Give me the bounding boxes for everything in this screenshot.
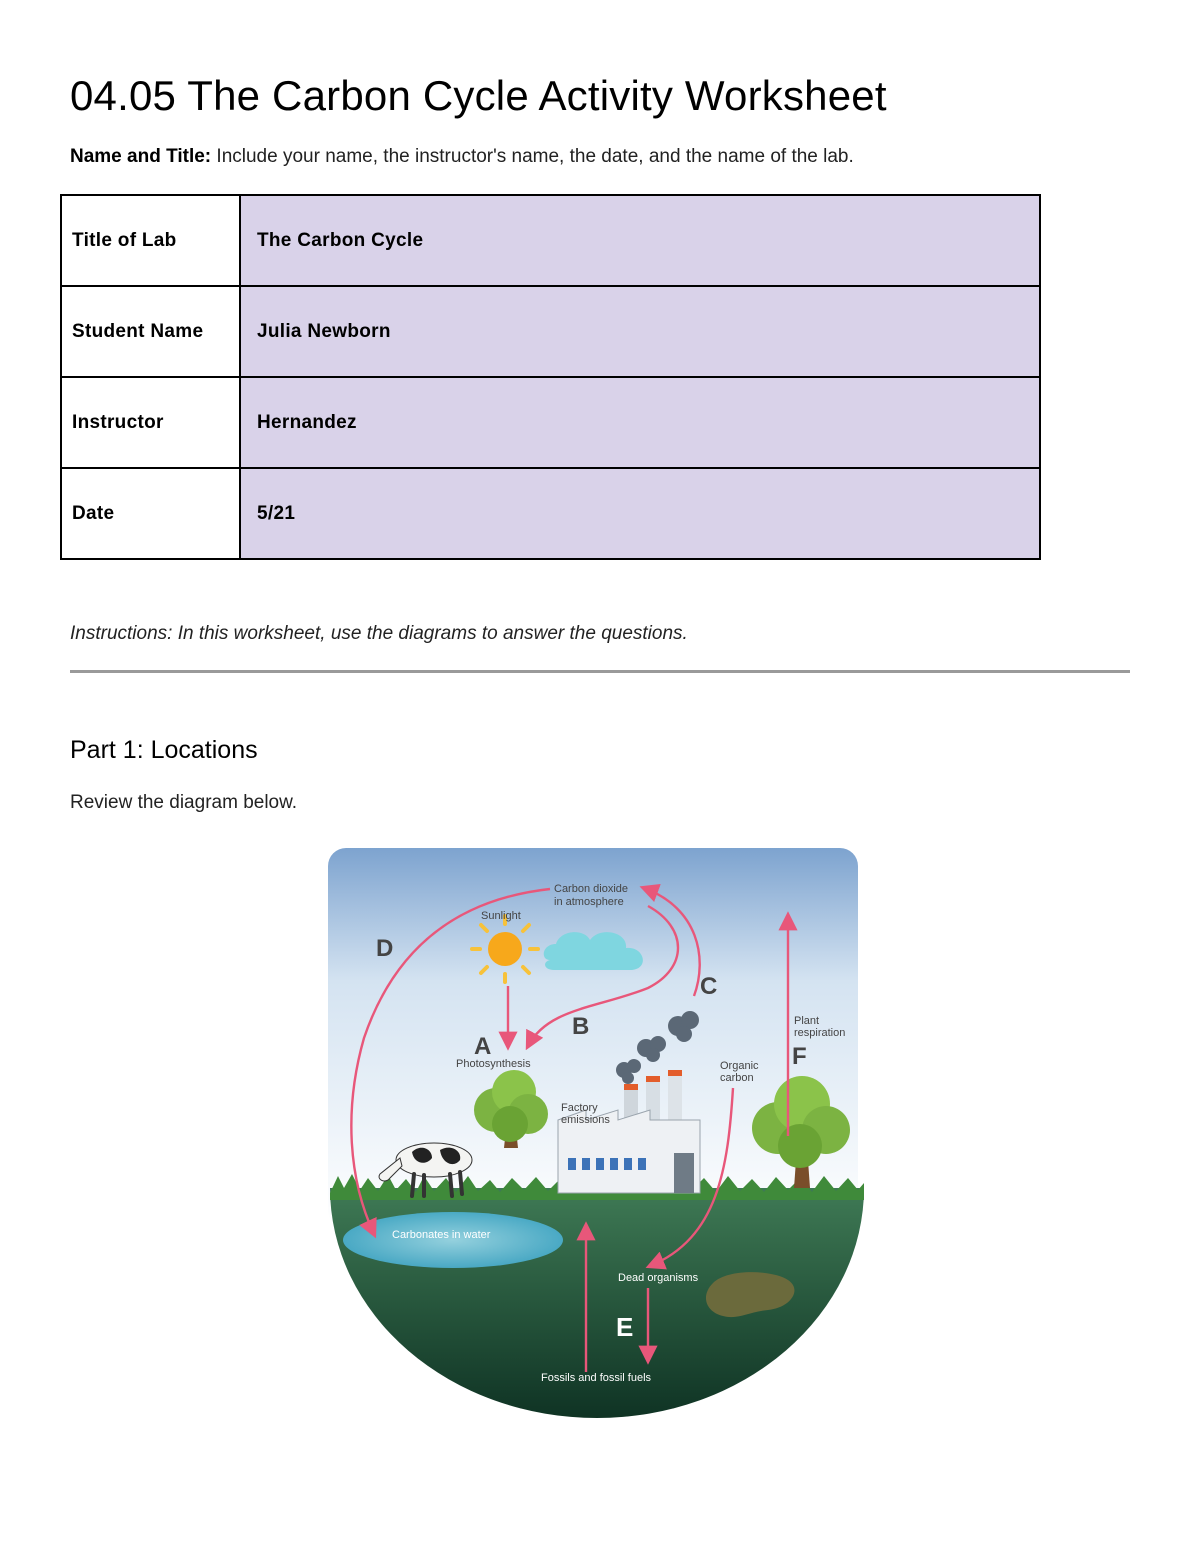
fossils-label: Fossils and fossil fuels — [541, 1372, 652, 1384]
letter-c: C — [700, 973, 718, 1000]
student-name-value[interactable]: Julia Newborn — [240, 286, 1040, 377]
title-of-lab-label: Title of Lab — [61, 195, 240, 286]
factory-emissions-line2: emissions — [561, 1114, 610, 1126]
dead-organisms-label: Dead organisms — [618, 1272, 699, 1284]
name-and-title-text: Include your name, the instructor's name, the date, and the name of the lab. — [216, 146, 854, 167]
instructor-label: Instructor — [61, 377, 240, 468]
section-divider — [70, 670, 1130, 673]
organic-carbon-line2: carbon — [720, 1072, 754, 1084]
instructions-text: Instructions: In this worksheet, use the diagrams to answer the questions. — [70, 623, 688, 644]
document-title: 04.05 The Carbon Cycle Activity Worksheet — [70, 72, 887, 119]
letter-d: D — [376, 935, 394, 962]
part-1-heading: Part 1: Locations — [70, 736, 258, 764]
date-value[interactable]: 5/21 — [240, 468, 1040, 559]
lab-info-table — [60, 194, 1041, 560]
table-row — [61, 286, 1040, 377]
carbonates-label: Carbonates in water — [392, 1229, 491, 1241]
letter-e: E — [616, 1312, 634, 1342]
letter-b: B — [572, 1013, 590, 1040]
name-and-title-label: Name and Title: — [70, 146, 212, 167]
photosynthesis-label: Photosynthesis — [456, 1058, 531, 1070]
review-prompt: Review the diagram below. — [70, 792, 298, 813]
table-row — [61, 195, 1040, 286]
organic-carbon-line1: Organic — [720, 1060, 759, 1072]
name-and-title-line — [70, 146, 854, 168]
co2-label-line1: Carbon dioxide — [554, 883, 628, 895]
co2-label-line2: in atmosphere — [554, 896, 624, 908]
plant-respiration-line1: Plant — [794, 1015, 820, 1027]
carbon-cycle-diagram — [328, 848, 868, 1423]
factory-emissions-line1: Factory — [561, 1102, 598, 1114]
letter-f: F — [792, 1043, 807, 1070]
date-label: Date — [61, 468, 240, 559]
carbon-cycle-svg — [328, 848, 868, 1423]
instructor-value[interactable]: Hernandez — [240, 377, 1040, 468]
plant-respiration-line2: respiration — [794, 1027, 846, 1039]
sunlight-label: Sunlight — [481, 910, 521, 922]
letter-a: A — [474, 1033, 492, 1060]
title-of-lab-value[interactable]: The Carbon Cycle — [240, 195, 1040, 286]
student-name-label: Student Name — [61, 286, 240, 377]
sun-icon — [472, 916, 538, 982]
table-row — [61, 468, 1040, 559]
table-row — [61, 377, 1040, 468]
